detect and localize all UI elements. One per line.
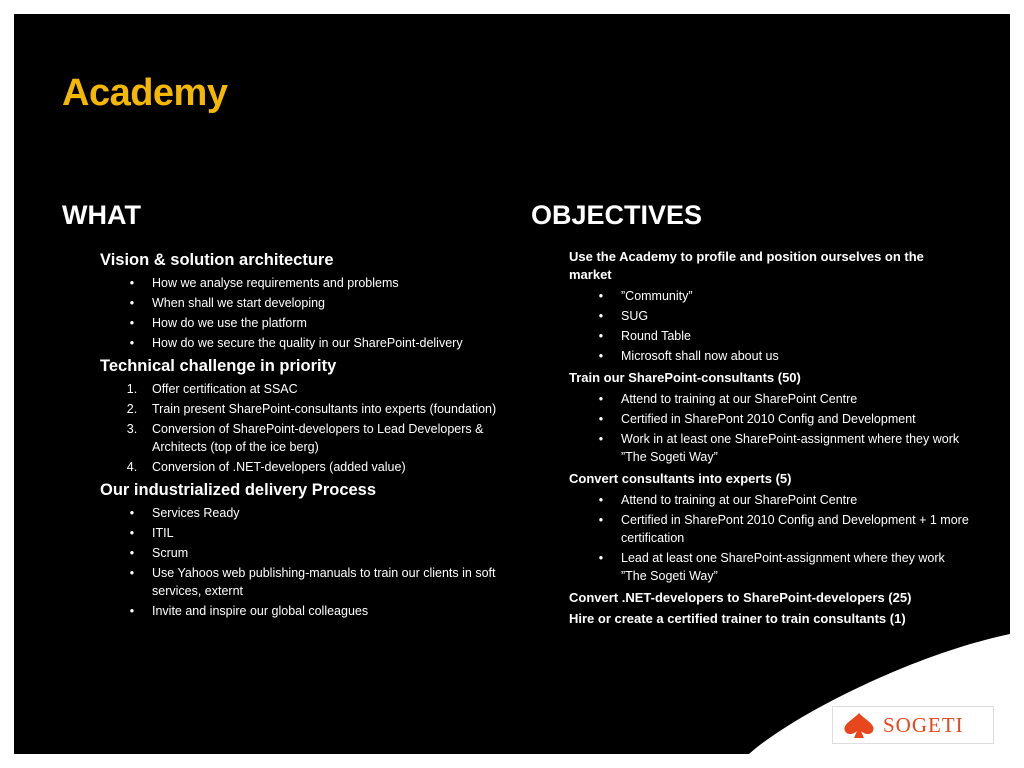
- list-item-text: Lead at least one SharePoint-assignment where they work ”The Sogeti Way”: [621, 551, 945, 583]
- list-item: [100, 524, 500, 542]
- list-item-text: Work in at least one SharePoint-assignment where they work ”The Sogeti Way”: [621, 432, 960, 464]
- list-item: [569, 410, 969, 428]
- list-item: [100, 602, 500, 620]
- bullet-icon: •: [598, 412, 604, 426]
- list-item-text: ”Community”: [621, 289, 693, 303]
- list-item: [569, 327, 969, 345]
- list-item: [100, 294, 500, 312]
- bullet-icon: •: [129, 276, 135, 290]
- what-section-title: Vision & solution architecture: [100, 251, 334, 269]
- bullet-icon: •: [598, 349, 604, 363]
- list-item: [100, 420, 500, 456]
- list-item: [569, 390, 969, 408]
- bullet-icon: •: [598, 493, 604, 507]
- list-item-text: Use Yahoos web publishing-manuals to train our clients in soft services, externt: [152, 566, 496, 598]
- list-item: [100, 314, 500, 332]
- spade-icon: [839, 710, 879, 740]
- what-heading: WHAT: [62, 200, 141, 230]
- objectives-section-list: [569, 287, 969, 365]
- objectives-column: [569, 248, 969, 631]
- list-item: [569, 307, 969, 325]
- list-number: 1.: [126, 382, 138, 396]
- list-number: 2.: [126, 402, 138, 416]
- bullet-icon: •: [598, 309, 604, 323]
- objectives-heading: OBJECTIVES: [531, 200, 703, 230]
- slide: [14, 14, 1010, 754]
- objectives-section-title: Use the Academy to profile and position ourselves on the market: [569, 249, 924, 282]
- bullet-icon: •: [598, 329, 604, 343]
- bullet-icon: •: [598, 551, 604, 565]
- list-item-text: Offer certification at SSAC: [152, 382, 298, 396]
- bullet-icon: •: [598, 513, 604, 527]
- what-section-list: [100, 274, 500, 352]
- bullet-icon: •: [598, 392, 604, 406]
- what-section-title: Technical challenge in priority: [100, 357, 337, 375]
- what-column: [100, 250, 500, 624]
- bullet-icon: •: [129, 526, 135, 540]
- bullet-icon: •: [129, 336, 135, 350]
- bullet-icon: •: [129, 566, 135, 580]
- list-item-text: How do we use the platform: [152, 316, 307, 330]
- bullet-icon: •: [598, 432, 604, 446]
- list-item: [569, 287, 969, 305]
- list-item: [100, 334, 500, 352]
- list-item-text: Microsoft shall now about us: [621, 349, 779, 363]
- list-item-text: How do we secure the quality in our SharePoint-delivery: [152, 336, 463, 350]
- list-item-text: Invite and inspire our global colleagues: [152, 604, 369, 618]
- list-item: [569, 430, 969, 466]
- list-item: [569, 511, 969, 547]
- list-item: [100, 458, 500, 476]
- list-item: [569, 549, 969, 585]
- objectives-section-title: Convert .NET-developers to SharePoint-developers (25): [569, 590, 912, 605]
- objectives-section-title: Train our SharePoint-consultants (50): [569, 370, 801, 385]
- objectives-section-list: [569, 390, 969, 466]
- bullet-icon: •: [598, 289, 604, 303]
- list-item-text: Attend to training at our SharePoint Centre: [621, 493, 858, 507]
- list-item-text: Conversion of SharePoint-developers to Lead Developers & Architects (top of the ice berg): [152, 422, 484, 454]
- list-item-text: Train present SharePoint-consultants into experts (foundation): [152, 402, 497, 416]
- list-item: [100, 564, 500, 600]
- list-item-text: Services Ready: [152, 506, 240, 520]
- list-item: [100, 380, 500, 398]
- bullet-icon: •: [129, 506, 135, 520]
- bullet-icon: •: [129, 604, 135, 618]
- list-item-text: Attend to training at our SharePoint Centre: [621, 392, 858, 406]
- list-item-text: Certified in SharePont 2010 Config and Development + 1 more certification: [621, 513, 969, 545]
- list-number: 3.: [126, 422, 138, 436]
- what-section-list: [100, 380, 500, 476]
- list-item-text: How we analyse requirements and problems: [152, 276, 399, 290]
- what-section-list: [100, 504, 500, 620]
- list-item: [569, 347, 969, 365]
- list-item-text: When shall we start developing: [152, 296, 326, 310]
- sogeti-logo: [832, 706, 994, 744]
- list-item-text: Round Table: [621, 329, 691, 343]
- objectives-section-title: Hire or create a certified trainer to train consultants (1): [569, 611, 906, 626]
- bullet-icon: •: [129, 316, 135, 330]
- objectives-section-list: [569, 491, 969, 585]
- what-section-title: Our industrialized delivery Process: [100, 481, 377, 499]
- list-item: [100, 400, 500, 418]
- list-item: [100, 274, 500, 292]
- list-number: 4.: [126, 460, 138, 474]
- list-item: [100, 544, 500, 562]
- list-item-text: Scrum: [152, 546, 189, 560]
- logo-text: SOGETI: [883, 713, 964, 737]
- bullet-icon: •: [129, 546, 135, 560]
- list-item: [100, 504, 500, 522]
- list-item: [569, 491, 969, 509]
- list-item-text: SUG: [621, 309, 649, 323]
- page-title: Academy: [62, 72, 228, 114]
- list-item-text: Certified in SharePont 2010 Config and Development: [621, 412, 916, 426]
- bullet-icon: •: [129, 296, 135, 310]
- list-item-text: Conversion of .NET-developers (added value): [152, 460, 406, 474]
- list-item-text: ITIL: [152, 526, 174, 540]
- objectives-section-title: Convert consultants into experts (5): [569, 471, 792, 486]
